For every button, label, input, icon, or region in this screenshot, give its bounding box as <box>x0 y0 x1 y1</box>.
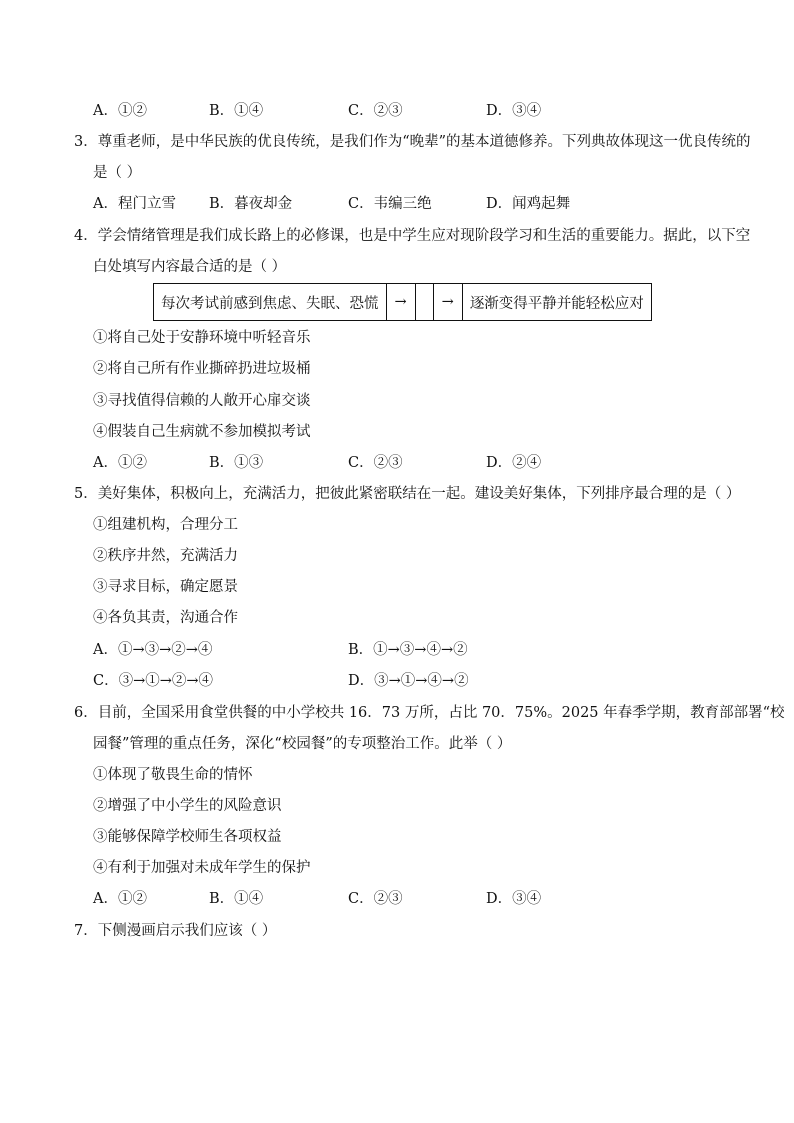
flow-arrow: → <box>386 284 415 321</box>
question-stem: 3．尊重老师，是中华民族的优良传统，是我们作为“晚辈”的基本道德修养。下列典故体现这一优良传统的 <box>74 134 751 150</box>
option-d[interactable]: D．③④ <box>486 891 542 907</box>
question-stem: 4．学会情绪管理是我们成长路上的必修课，也是中学生应对现阶段学习和生活的重要能力。据此，以下空 <box>74 228 751 244</box>
question-stem: 7．下侧漫画启示我们应该（ ） <box>74 923 277 939</box>
question-stem-continued: 是（ ） <box>93 165 142 181</box>
option-b[interactable]: B．①③ <box>209 455 264 471</box>
option-c[interactable]: C．②③ <box>348 891 403 907</box>
option-b[interactable]: B．暮夜却金 <box>209 196 293 212</box>
question-stem: 5．美好集体，积极向上，充满活力，把彼此紧密联结在一起。建设美好集体，下列排序最合理的是（ ） <box>74 486 741 502</box>
statement-item: ③寻找值得信赖的人敞开心扉交谈 <box>93 393 311 409</box>
statement-item: ②将自己所有作业撕碎扔进垃圾桶 <box>93 361 311 377</box>
statement-item: ②增强了中小学生的风险意识 <box>93 798 282 814</box>
option-a[interactable]: A．①② <box>93 455 147 471</box>
statement-item: ④假装自己生病就不参加模拟考试 <box>93 424 311 440</box>
option-a[interactable]: A．程门立雪 <box>93 196 176 212</box>
option-c[interactable]: C．韦编三绝 <box>348 196 432 212</box>
statement-item: ③寻求目标，确定愿景 <box>93 579 238 595</box>
statement-item: ①组建机构，合理分工 <box>93 517 238 533</box>
option-b[interactable]: B．①→③→④→② <box>348 642 468 658</box>
option-b[interactable]: B．①④ <box>209 891 264 907</box>
statement-item: ①体现了敬畏生命的情怀 <box>93 767 253 783</box>
question-stem: 6．目前，全国采用食堂供餐的中小学校共 16．73 万所，占比 70．75%。2025 年春季学期，教育部部署“校 <box>74 705 785 721</box>
statement-item: ④各负其责，沟通合作 <box>93 610 238 626</box>
statement-item: ④有利于加强对未成年学生的保护 <box>93 860 311 876</box>
statement-item: ②秩序井然，充满活力 <box>93 548 238 564</box>
option-a[interactable]: A．①② <box>93 103 147 119</box>
emotion-flow-table <box>153 283 652 321</box>
option-b[interactable]: B．①④ <box>209 103 264 119</box>
option-d[interactable]: D．③→①→④→② <box>348 673 469 689</box>
question-stem-continued: 白处填写内容最合适的是（ ） <box>93 259 287 275</box>
flow-arrow: → <box>433 284 462 321</box>
flow-start-cell: 每次考试前感到焦虑、失眠、恐慌 <box>154 284 387 321</box>
flow-end-cell: 逐渐变得平静并能轻松应对 <box>462 284 651 321</box>
option-d[interactable]: D．③④ <box>486 103 542 119</box>
option-d[interactable]: D．②④ <box>486 455 542 471</box>
question-stem-continued: 园餐”管理的重点任务，深化“校园餐”的专项整治工作。此举（ ） <box>93 736 512 752</box>
option-a[interactable]: A．①② <box>93 891 147 907</box>
option-d[interactable]: D．闻鸡起舞 <box>486 196 571 212</box>
option-a[interactable]: A．①→③→②→④ <box>93 642 213 658</box>
option-c[interactable]: C．③→①→②→④ <box>93 673 214 689</box>
statement-item: ③能够保障学校师生各项权益 <box>93 829 282 845</box>
flow-blank-cell <box>415 284 433 321</box>
option-c[interactable]: C．②③ <box>348 103 403 119</box>
statement-item: ①将自己处于安静环境中听轻音乐 <box>93 330 311 346</box>
option-c[interactable]: C．②③ <box>348 455 403 471</box>
